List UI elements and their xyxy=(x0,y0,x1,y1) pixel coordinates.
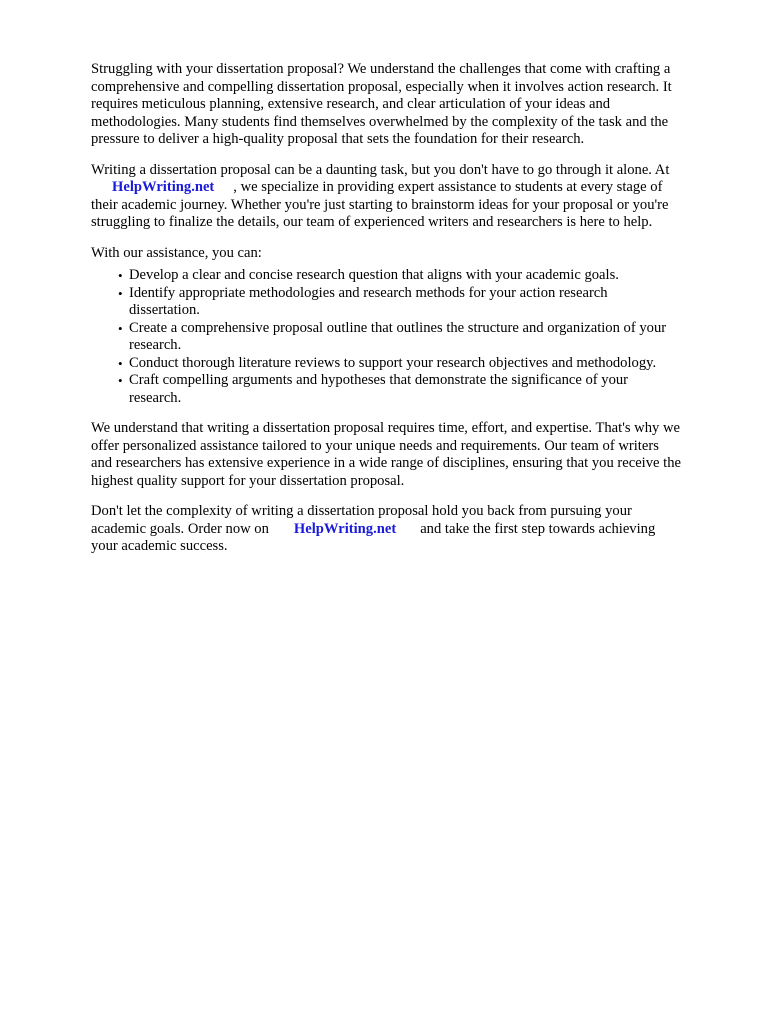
list-item-text: research. xyxy=(129,337,182,353)
text-fragment: and take the first step towards achieving xyxy=(420,520,656,537)
text-fragment: academic goals. Order now on xyxy=(91,520,269,537)
text-line: Don't let the complexity of writing a dissertation proposal hold you back from pursuing your xyxy=(91,503,632,519)
list-item-text: dissertation. xyxy=(129,302,200,318)
text-fragment: , we specialize in providing expert assistance to students at every stage of xyxy=(233,179,663,195)
text-line: comprehensive and compelling dissertation proposal, especially when it involves action research. It xyxy=(91,78,672,95)
helpwriting-link[interactable]: HelpWriting.net xyxy=(293,520,397,537)
text-line: struggling to finalize the details, our team of experienced writers and researchers is here to help. xyxy=(91,214,653,230)
text-line: methodologies. Many students find themselves overwhelmed by the complexity of the task and the xyxy=(91,113,669,130)
list-item-text: Craft compelling arguments and hypotheses that demonstrate the significance of your xyxy=(129,372,629,388)
text-line: and researchers has extensive experience in a wide range of disciplines, ensuring that you receive the xyxy=(91,455,681,471)
bullet-icon: • xyxy=(118,355,123,371)
bullet-icon: • xyxy=(118,268,123,283)
text-line-with-link xyxy=(91,179,723,197)
intro-paragraph xyxy=(91,61,723,149)
helpwriting-link[interactable]: HelpWriting.net xyxy=(112,179,215,195)
list-item xyxy=(91,372,723,407)
text-line: their academic journey. Whether you're just starting to brainstorm ideas for your proposal or you're xyxy=(91,196,669,213)
bullet-icon: • xyxy=(118,285,123,301)
bullet-icon: • xyxy=(118,373,123,388)
list-item xyxy=(91,355,723,373)
document-page xyxy=(91,61,723,569)
text-line: Struggling with your dissertation proposal? We understand the challenges that come with crafting a xyxy=(91,61,671,77)
call-to-action-paragraph xyxy=(91,503,723,556)
bullet-icon: • xyxy=(118,320,123,336)
text-line: requires meticulous planning, extensive research, and clear articulation of your ideas and xyxy=(91,96,611,112)
list-item-text: Develop a clear and concise research question that aligns with your academic goals. xyxy=(129,267,619,283)
service-paragraph xyxy=(91,162,723,232)
list-item-text: Identify appropriate methodologies and research methods for your action research xyxy=(129,284,608,301)
text-line: highest quality support for your dissertation proposal. xyxy=(91,472,405,489)
text-line: Writing a dissertation proposal can be a daunting task, but you don't have to go through it alone. At xyxy=(91,161,670,178)
list-item-text: Conduct thorough literature reviews to support your research objectives and methodology. xyxy=(129,354,657,371)
text-line: your academic success. xyxy=(91,538,228,554)
expertise-paragraph xyxy=(91,420,723,490)
list-item-text: Create a comprehensive proposal outline that outlines the structure and organization of your xyxy=(129,319,667,336)
list-item xyxy=(91,320,723,355)
list-item xyxy=(91,285,723,320)
benefits-list xyxy=(91,262,723,407)
text-line: offer personalized assistance tailored to your unique needs and requirements. Our team of writers xyxy=(91,437,659,454)
text-line: We understand that writing a dissertation proposal requires time, effort, and expertise. That's why we xyxy=(91,420,680,436)
text-line: pressure to deliver a high-quality proposal that sets the foundation for their research. xyxy=(91,131,585,147)
list-item xyxy=(91,267,723,285)
assistance-heading: With our assistance, you can: xyxy=(91,244,262,261)
text-line-with-link xyxy=(91,521,723,539)
list-item-text: research. xyxy=(129,389,182,406)
